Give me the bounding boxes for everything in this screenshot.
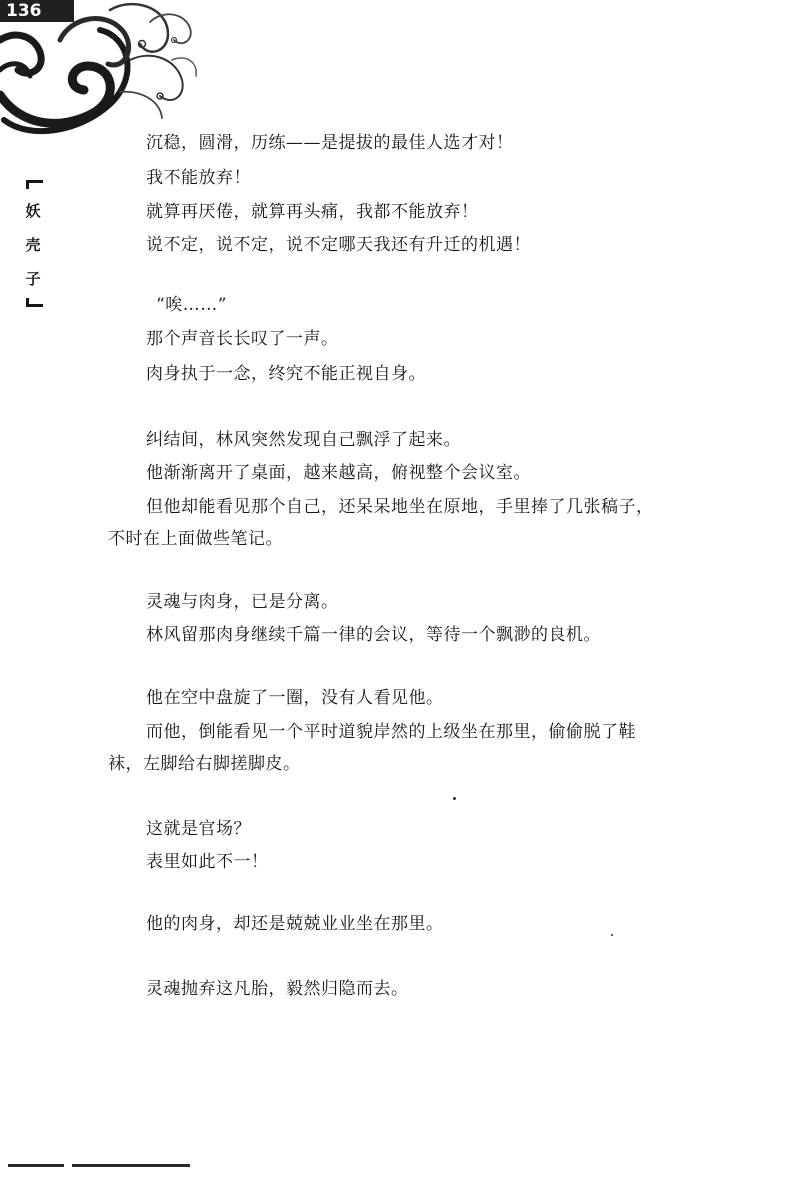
text-line: 表里如此不一！ bbox=[146, 852, 269, 872]
footer-rule bbox=[8, 1164, 190, 1167]
text-line: 纠结间，林风突然发现自己飘浮了起来。 bbox=[146, 430, 461, 450]
print-speck bbox=[611, 934, 613, 936]
text-line: 那个声音长长叹了一声。 bbox=[146, 329, 339, 349]
text-line: 林风留那肉身继续千篇一律的会议，等待一个飘渺的良机。 bbox=[146, 625, 601, 645]
text-line: 说不定，说不定，说不定哪天我还有升迁的机遇！ bbox=[146, 235, 531, 255]
text-line: 袜，左脚给右脚搓脚皮。 bbox=[108, 754, 301, 774]
text-line: 他在空中盘旋了一圈，没有人看见他。 bbox=[146, 688, 444, 708]
text-line: 这就是官场？ bbox=[146, 819, 251, 839]
text-line: 就算再厌倦，就算再头痛，我都不能放弃！ bbox=[146, 202, 479, 222]
text-line: 我不能放弃！ bbox=[146, 168, 251, 188]
print-speck bbox=[453, 797, 456, 800]
text-line: 他的肉身，却还是兢兢业业坐在那里。 bbox=[146, 914, 444, 934]
text-line: 灵魂抛弃这凡胎，毅然归隐而去。 bbox=[146, 979, 409, 999]
text-line: 灵魂与肉身，已是分离。 bbox=[146, 592, 339, 612]
title-char: 子 bbox=[25, 270, 41, 288]
text-line: 不时在上面做些笔记。 bbox=[108, 529, 283, 549]
text-line: 但他却能看见那个自己，还呆呆地坐在原地，手里捧了几张稿子， bbox=[146, 497, 654, 517]
title-char: 壳 bbox=[25, 236, 41, 254]
title-char: 妖 bbox=[25, 202, 41, 220]
page-number: 136 bbox=[0, 0, 74, 22]
text-line: 而他，倒能看见一个平时道貌岸然的上级坐在那里，偷偷脱了鞋 bbox=[146, 722, 636, 742]
text-line: 沉稳，圆滑，历练——是提拔的最佳人选才对！ bbox=[146, 133, 514, 153]
text-line: 他渐渐离开了桌面，越来越高，俯视整个会议室。 bbox=[146, 463, 531, 483]
text-line: 肉身执于一念，终究不能正视自身。 bbox=[146, 364, 426, 384]
text-line: “唉……” bbox=[156, 295, 227, 315]
